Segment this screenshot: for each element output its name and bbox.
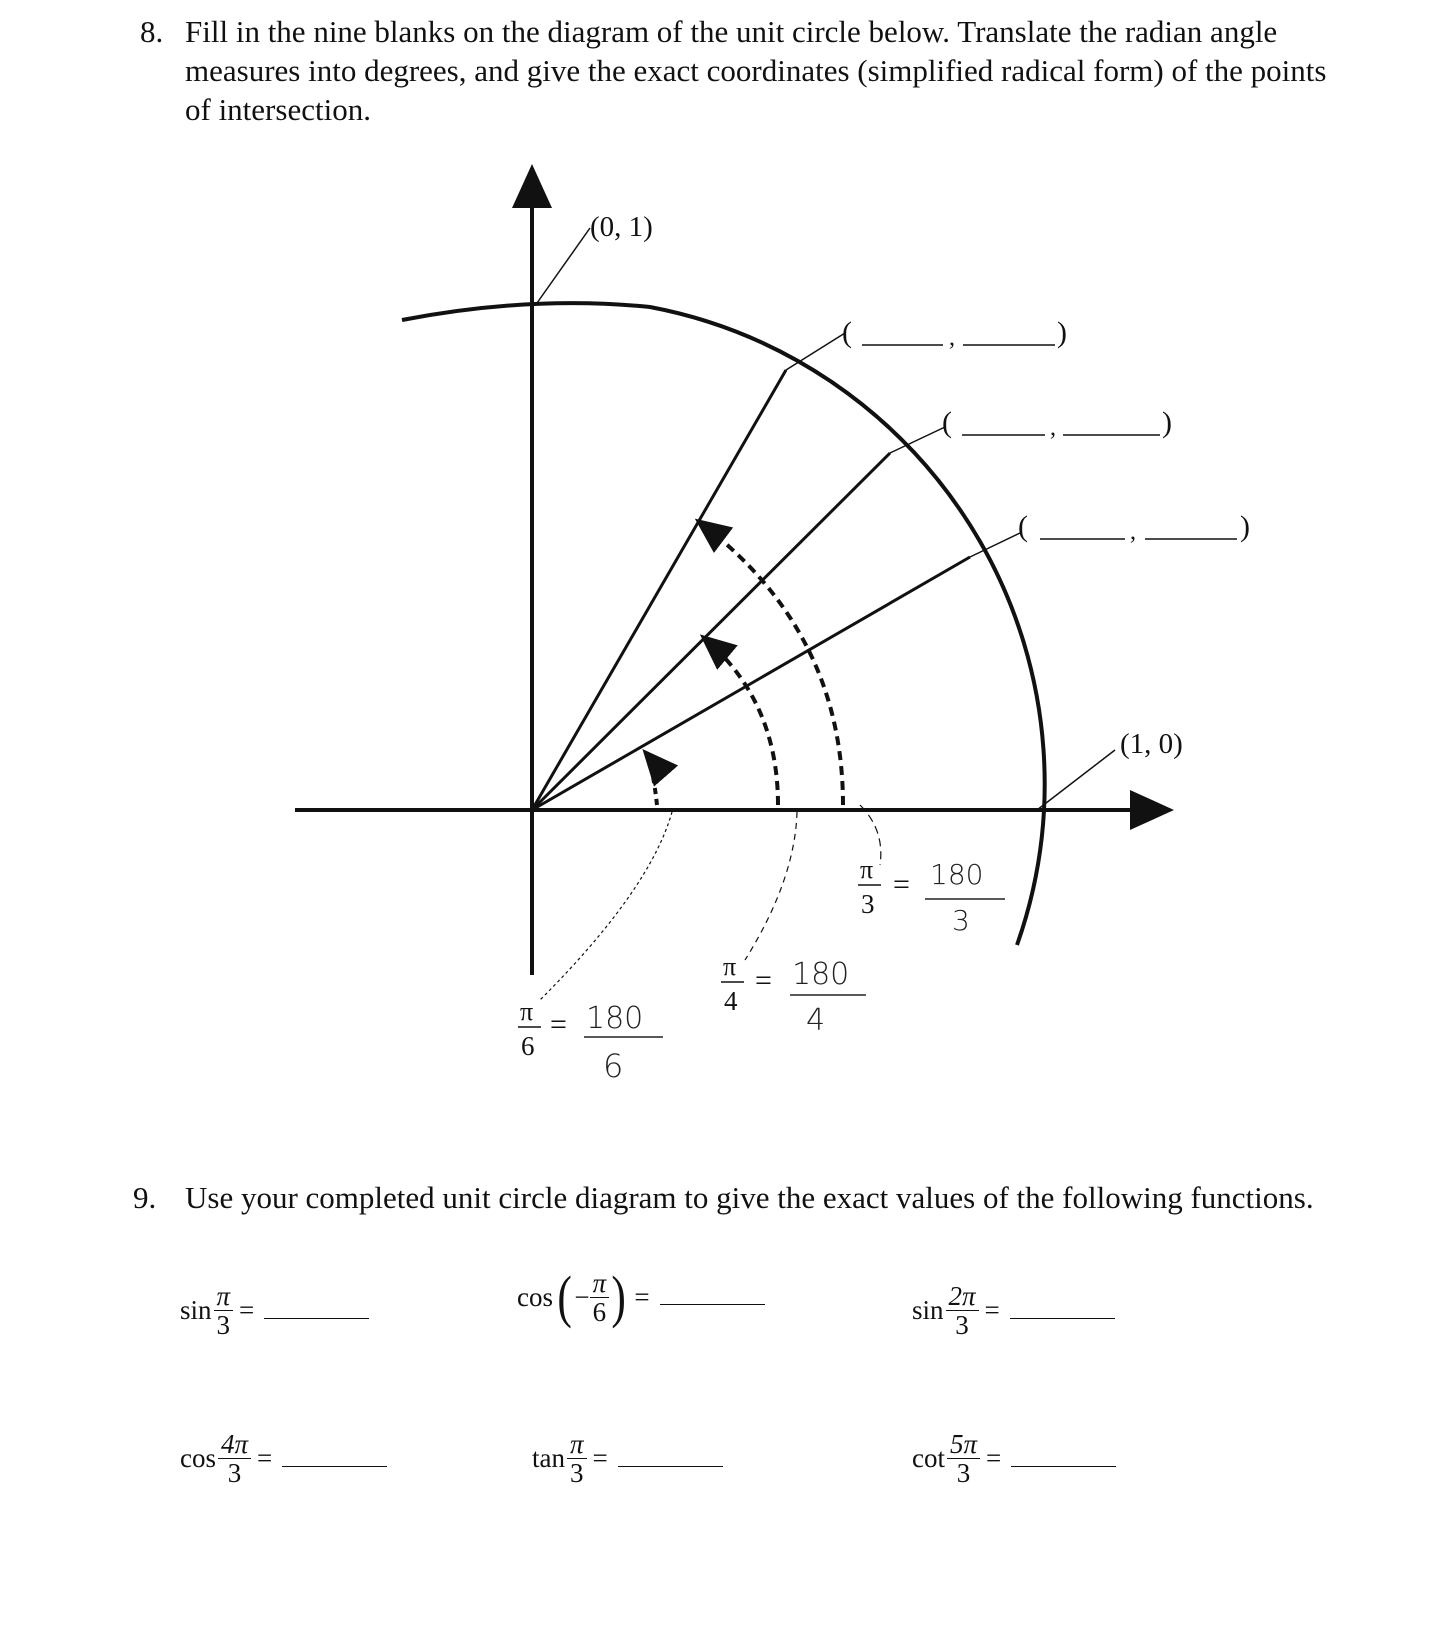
radius-pi-6 [532, 557, 970, 810]
coordinate-close-paren: ) [1162, 406, 1172, 439]
argument-num: 5π [947, 1430, 980, 1459]
handwritten-degrees-num: 180 [930, 858, 984, 891]
coordinate-comma: , [1050, 415, 1056, 441]
argument-den: 3 [956, 1458, 971, 1488]
equals-sign: = [634, 1281, 650, 1312]
handwritten-degrees-num: 180 [586, 1001, 644, 1036]
angle-arc-pi-3 [698, 521, 843, 805]
coordinate-comma: , [1130, 519, 1136, 545]
answer-blank[interactable] [1011, 1465, 1116, 1467]
function-tan-pi-3 [532, 1430, 723, 1487]
point-label-1-0: (1, 0) [1120, 728, 1183, 760]
function-sin-pi-3 [180, 1282, 369, 1339]
argument-num: π [567, 1430, 587, 1459]
argument-num: π [590, 1269, 610, 1298]
angle-num: π [860, 855, 874, 884]
function-name: sin [180, 1295, 212, 1325]
angle-num: π [520, 997, 534, 1026]
equals-sign: = [592, 1443, 608, 1473]
answer-blank[interactable] [618, 1465, 723, 1467]
coordinate-open-paren: ( [1018, 510, 1028, 543]
coordinate-open-paren: ( [842, 316, 852, 349]
coordinate-close-paren: ) [1240, 510, 1250, 543]
function-argument [567, 1430, 587, 1487]
function-name: cos [517, 1281, 553, 1312]
argument-den: 3 [570, 1458, 584, 1488]
argument-num: 2π [946, 1282, 979, 1311]
argument-den: 3 [227, 1458, 242, 1488]
angle-arc-pi-4 [703, 637, 778, 805]
function-argument [218, 1430, 251, 1487]
angle-den: 3 [861, 889, 875, 919]
point-label-0-1: (0, 1) [590, 211, 653, 243]
question-8-line-3: of intersection. [185, 92, 371, 127]
function-cot-5pi-3 [912, 1430, 1116, 1487]
function-name: tan [532, 1443, 565, 1473]
function-name: cot [912, 1443, 945, 1473]
coordinate-comma: , [949, 325, 955, 351]
question-8-line-2: measures into degrees, and give the exact coordinates (simplified radical form) of the points [185, 53, 1327, 88]
angle-den: 4 [724, 986, 738, 1016]
angle-label-pi-6 [518, 997, 663, 1085]
question-8-number: 8. [140, 14, 164, 49]
answer-blank[interactable] [282, 1465, 387, 1467]
angle-arc-pi-6 [645, 752, 657, 805]
function-sin-2pi-3 [912, 1282, 1115, 1339]
coordinate-open-paren: ( [942, 406, 952, 439]
answer-blank[interactable] [264, 1317, 369, 1319]
angle-den: 6 [521, 1031, 535, 1061]
angle-leader-pi-6 [540, 812, 672, 1000]
argument-sign: − [574, 1281, 590, 1312]
coordinate-blank-pi-6[interactable] [1018, 510, 1250, 545]
equals-sign: = [986, 1443, 1002, 1473]
coordinate-blank-pi-4[interactable] [942, 406, 1172, 441]
angle-equals: = [550, 1008, 567, 1041]
question-8-line-1: Fill in the nine blanks on the diagram of the unit circle below. Translate the radian angle [185, 14, 1278, 49]
angle-equals: = [755, 964, 772, 997]
angle-num: π [723, 952, 737, 981]
function-name: sin [912, 1295, 944, 1325]
radius-pi-3 [532, 370, 786, 810]
equals-sign: = [984, 1295, 1000, 1325]
coordinate-blank-pi-3[interactable] [842, 316, 1067, 351]
argument-den: 3 [216, 1310, 231, 1340]
function-argument [590, 1269, 610, 1326]
function-argument [214, 1282, 234, 1339]
angle-label-pi-4 [721, 952, 866, 1038]
leader-pi-4 [890, 427, 945, 453]
function-cos-4pi-3 [180, 1430, 387, 1487]
leader-top [537, 228, 590, 303]
handwritten-degrees-den: 6 [603, 1047, 624, 1085]
equals-sign: = [257, 1443, 273, 1473]
function-cos-neg-pi-6 [517, 1264, 765, 1329]
unit-circle-arc [402, 303, 1045, 945]
handwritten-degrees-den: 3 [952, 904, 970, 937]
argument-den: 6 [592, 1296, 607, 1327]
answer-blank[interactable] [660, 1303, 765, 1305]
argument-num: 4π [218, 1430, 251, 1459]
function-argument [946, 1282, 979, 1339]
left-paren: ( [557, 1264, 572, 1329]
question-9-prompt: Use your completed unit circle diagram to give the exact values of the following functions. [185, 1180, 1314, 1215]
answer-blank[interactable] [1010, 1317, 1115, 1319]
handwritten-degrees-num: 180 [792, 957, 850, 992]
angle-label-pi-3 [858, 855, 1005, 937]
function-name: cos [180, 1443, 216, 1473]
right-paren: ) [611, 1264, 627, 1329]
angle-equals: = [893, 868, 910, 901]
argument-num: π [214, 1282, 234, 1311]
radius-pi-4 [532, 453, 890, 810]
angle-leader-pi-4 [745, 812, 797, 960]
argument-den: 3 [955, 1310, 969, 1340]
equals-sign: = [239, 1295, 255, 1325]
question-9-number: 9. [133, 1180, 157, 1215]
handwritten-degrees-den: 4 [806, 1003, 826, 1038]
function-argument [947, 1430, 980, 1487]
leader-right [1037, 750, 1115, 810]
leader-pi-3 [786, 333, 845, 370]
coordinate-close-paren: ) [1057, 316, 1067, 349]
